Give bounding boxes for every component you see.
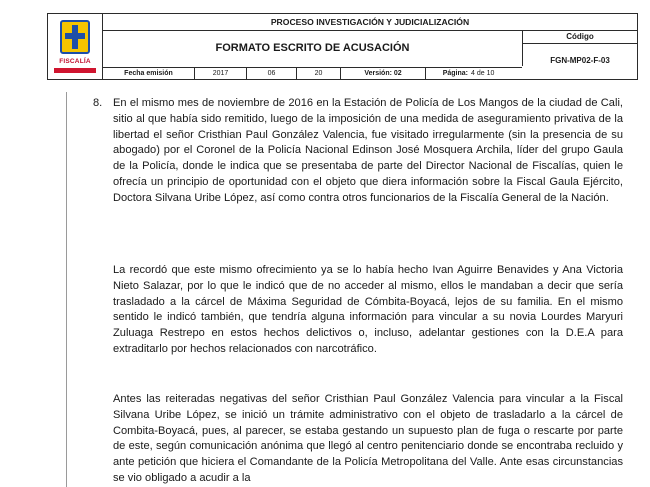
paragraph-3: Antes las reiteradas negativas del señor Cristhian Paul González Valencia para vincular a la Fiscal Silvana Uribe López, se inició un trámite administrativo con el objeto de trasladarlo a la cárcel de Combita-Boyacá, pues, al parecer, se estaba gestando un supuesto plan de fuga o rescarte por parte de este, según comunicación anónima que llegó al centro penitenciario donde se encontraba recluido y ante petición que hiciera el Comandante de la Policía Metropolitana del Valle. Ante esas circunstancias se vio obligado a acudir a la	[113, 393, 623, 484]
logo-flag-bar	[54, 68, 96, 73]
process-title: PROCESO INVESTIGACIÓN Y JUDICIALIZACIÓN	[103, 14, 637, 31]
version-label: Versión: 02	[341, 68, 426, 80]
meta-row	[103, 67, 522, 80]
fecha-year: 2017	[195, 68, 247, 80]
item-number: 8.	[93, 97, 103, 109]
document-header	[47, 13, 638, 80]
codigo-label: Código	[523, 31, 637, 44]
fiscalia-logo	[48, 14, 103, 79]
paragraph-1: En el mismo mes de noviembre de 2016 en la Estación de Policía de Los Mangos de la ciudad de Cali, sitio al que había sido remitido, luego de la imposición de una medida de aseguramiento privativa de la libertad el señor Cristhian Paul González Valencia, fue visitado irregularmente (sin la presencia de su abogado) por el Coronel de la Policía Nacional Edinson José Mosquera Archila, líder del grupo Gaula de la Policía, donde le indica que se presentaba de parte del Director Nacional de Fiscalías, quien le ofrecía un principio de oportunidad con el objeto que diera información sobre la Fiscal Gaula Ejército, Doctora Silvana Uribe López, así como contra otros funcionarios de la Fiscalía General de la Nación.	[113, 97, 623, 204]
logo-text: FISCALÍA	[59, 58, 91, 65]
form-title: FORMATO ESCRITO DE ACUSACIÓN	[103, 31, 523, 66]
codigo-value: FGN-MP02-F-03	[550, 56, 610, 65]
pagina-value: 4 de 10	[471, 70, 495, 77]
fecha-day: 20	[297, 68, 341, 80]
paragraph-2: La recordó que este mismo ofrecimiento ya se lo había hecho Ivan Aguirre Benavides y Ana Victoria Nieto Salazar, por lo que le indicó que de no acceder al mismo, ellos le mandaban a decir que sería trasladado a la cárcel de Máxima Seguridad de Cómbita-Boyacá, lejos de su familia. En el mismo sentido le indicó también, que tendría alguna información para vincular a su novia Lourdes Maryuri Zuluaga Restrepo en estos hechos delictivos o, incluso, adelantar gestiones con la D.E.A para extraditarlo por hechos relacionados con narcotráfico.	[113, 264, 623, 355]
fecha-month: 06	[247, 68, 297, 80]
fiscalia-emblem-icon	[60, 20, 90, 54]
fecha-label: Fecha emisión	[103, 68, 195, 80]
pagina-label: Página:	[442, 70, 468, 77]
document-body	[66, 92, 633, 487]
